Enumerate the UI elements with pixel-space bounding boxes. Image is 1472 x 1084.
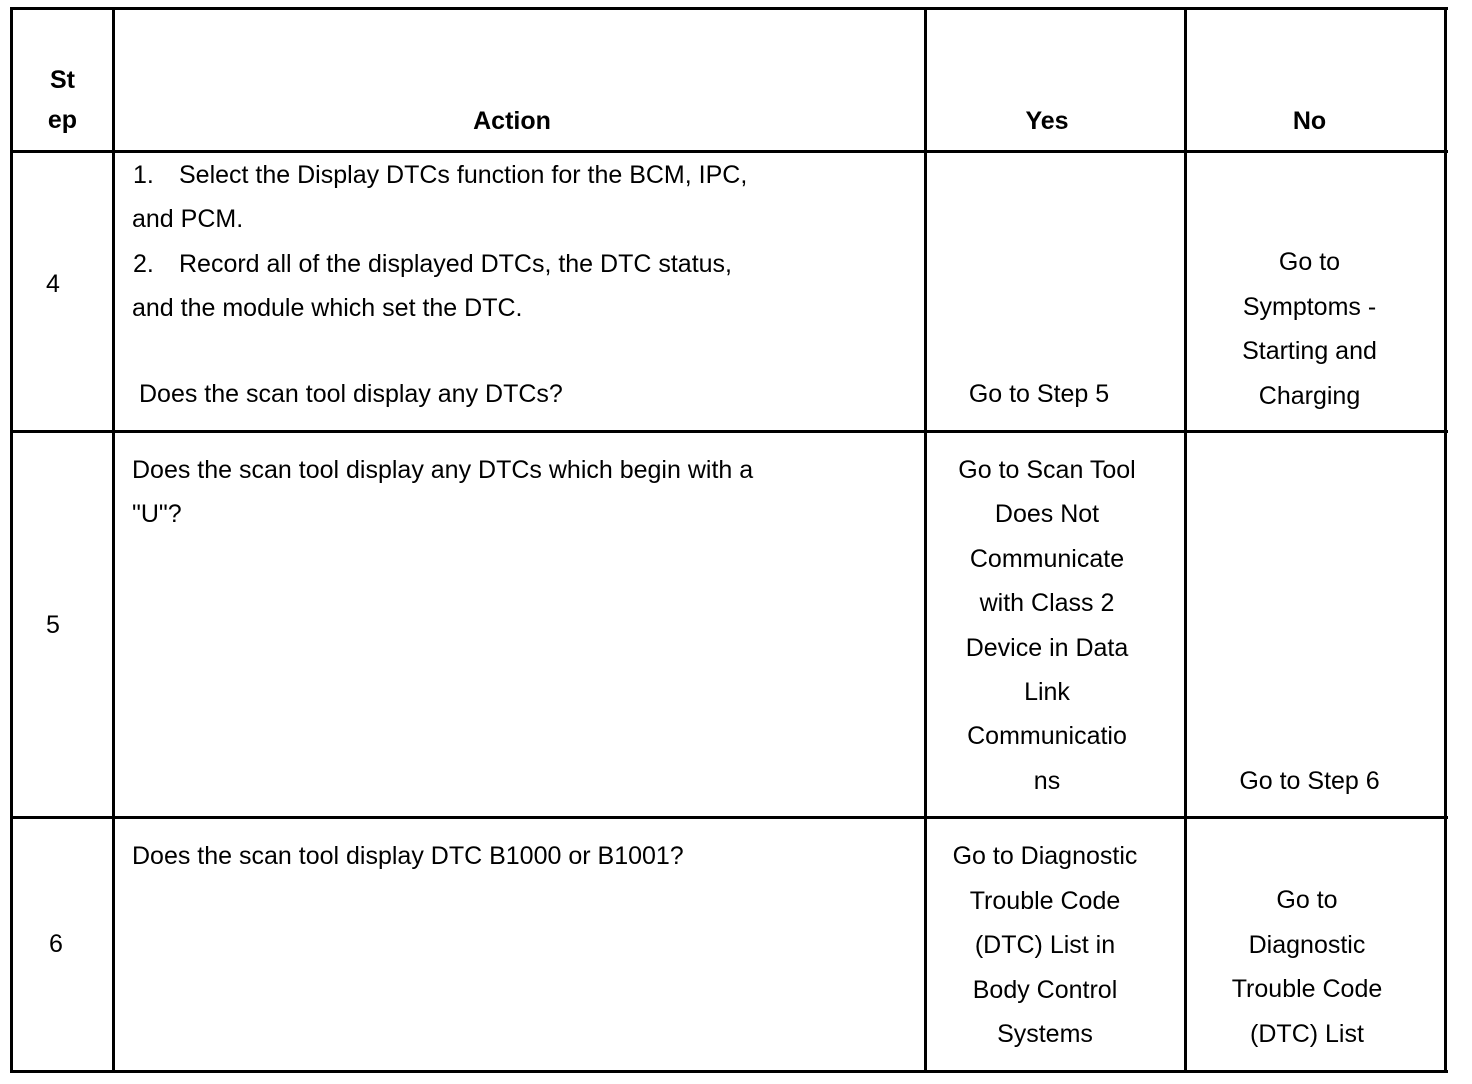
no-result: Go to Step 6 [1239,767,1380,795]
table-border-right [1444,7,1447,1073]
yes-result: Go to Step 5 [968,380,1110,408]
yes-result: Go to Diagnostic Trouble Code (DTC) List in Body Control Systems [952,842,1138,1048]
column-divider [112,7,115,1073]
row-divider [10,430,1448,433]
header-no: No [1292,107,1327,135]
table-border-bottom [10,1070,1448,1073]
action-question: Does the scan tool display DTC B1000 or B1001? [132,842,684,870]
no-result: Go to Diagnostic Trouble Code (DTC) List [1231,886,1383,1048]
action-list-item [133,153,747,197]
table-border-top [10,7,1448,10]
action-question: Does the scan tool display any DTCs which begin with a "U"? [132,456,754,528]
list-text: Select the Display DTCs function for the BCM, IPC, [179,161,748,189]
action-list-item [133,242,732,286]
header-action: Action [473,107,551,135]
step-number: 5 [46,611,60,639]
no-result: Go to Symptoms - Starting and Charging [1242,248,1377,410]
list-number: 2. [133,250,154,278]
action-question: Does the scan tool display any DTCs? [139,380,563,408]
list-number: 1. [133,161,154,189]
step-number: 6 [49,930,63,958]
list-text: Record all of the displayed DTCs, the DTC status, [179,250,733,278]
row-divider [10,816,1448,819]
table-border-left [10,7,13,1073]
header-yes: Yes [1025,107,1069,135]
list-text-continued: and PCM. [132,205,244,233]
yes-result: Go to Scan Tool Does Not Communicate with Class 2 Device in Data Link Communicatio ns [958,456,1136,795]
header-step: St ep [47,66,78,134]
step-number: 4 [46,270,60,298]
list-text-continued: and the module which set the DTC. [132,294,523,322]
